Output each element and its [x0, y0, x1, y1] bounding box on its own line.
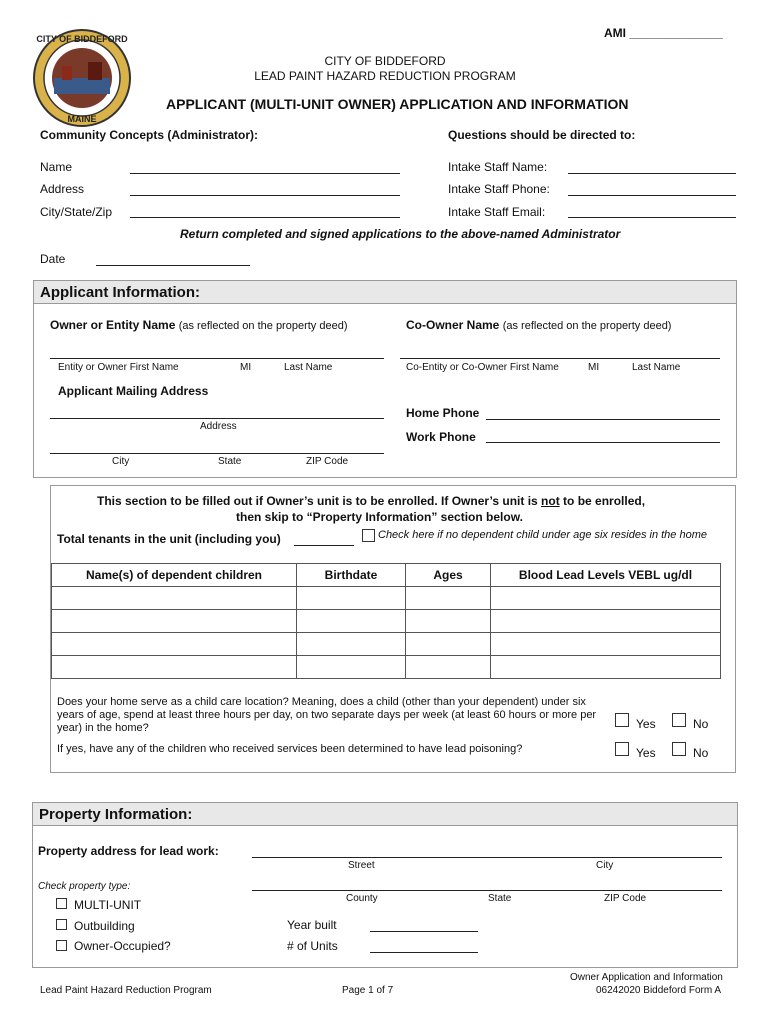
no-child-note: Check here if no dependent child under age six resides in the home: [378, 529, 707, 541]
year-built-label: Year built: [287, 918, 337, 932]
staff-phone-label: Intake Staff Phone:: [448, 182, 550, 196]
staff-email-label: Intake Staff Email:: [448, 205, 546, 219]
lead-poison-question: If yes, have any of the children who received services been determined to have lead poisoning?: [57, 743, 523, 755]
page-title: APPLICANT (MULTI-UNIT OWNER) APPLICATION AND INFORMATION: [166, 96, 629, 112]
property-county-label: County: [346, 893, 378, 904]
owner-occupied-label: Owner-Occupied?: [74, 939, 171, 953]
admin-address-label: Address: [40, 182, 85, 196]
svg-text:MAINE: MAINE: [67, 114, 97, 124]
coowner-mi-label: MI: [588, 362, 600, 373]
multi-unit-label: MULTI-UNIT: [74, 898, 142, 912]
poison-no-label: No: [693, 746, 709, 760]
poison-yes-label: Yes: [636, 746, 656, 760]
admin-address-field[interactable]: [130, 195, 400, 196]
owner-first-label: Entity or Owner First Name: [58, 362, 179, 373]
table-cell[interactable]: [52, 633, 297, 656]
property-section-title: Property Information:: [39, 806, 193, 823]
property-street-label: Street: [348, 860, 375, 871]
table-cell[interactable]: [297, 587, 406, 610]
col-header-names: Name(s) of dependent children: [52, 564, 297, 587]
questions-heading: Questions should be directed to:: [448, 128, 636, 142]
childcare-yes-label: Yes: [636, 717, 656, 731]
table-cell[interactable]: [491, 656, 721, 679]
owner-mi-label: MI: [240, 362, 252, 373]
poison-no-checkbox[interactable]: [672, 742, 686, 756]
home-phone-label: Home Phone: [406, 406, 480, 420]
poison-yes-checkbox[interactable]: [615, 742, 629, 756]
admin-heading: Community Concepts (Administrator):: [40, 128, 259, 142]
children-table: [51, 563, 721, 679]
table-cell[interactable]: [491, 633, 721, 656]
table-row: [52, 656, 721, 679]
mailing-csz-field[interactable]: [50, 453, 384, 454]
check-type-label: Check property type:: [38, 881, 131, 892]
table-cell[interactable]: [406, 587, 491, 610]
table-cell[interactable]: [297, 610, 406, 633]
table-cell[interactable]: [491, 587, 721, 610]
units-field[interactable]: [370, 952, 478, 953]
coowner-name-field[interactable]: [400, 358, 720, 359]
owner-name-field[interactable]: [50, 358, 384, 359]
property-address-label: Property address for lead work:: [38, 844, 219, 858]
date-label: Date: [40, 252, 66, 266]
coowner-first-label: Co-Entity or Co-Owner First Name: [406, 362, 559, 373]
table-cell[interactable]: [406, 633, 491, 656]
table-cell[interactable]: [52, 610, 297, 633]
return-note: Return completed and signed applications to the above-named Administrator: [180, 227, 621, 241]
tenants-label: Total tenants in the unit (including you): [57, 532, 281, 546]
applicant-section-title: Applicant Information:: [40, 284, 200, 301]
admin-name-label: Name: [40, 160, 73, 174]
col-header-blood-lead: Blood Lead Levels VEBL ug/dl: [491, 564, 721, 587]
applicant-section: [33, 280, 737, 478]
program-name: LEAD PAINT HAZARD REDUCTION PROGRAM: [254, 69, 516, 83]
property-street-city-field[interactable]: [252, 857, 722, 858]
coowner-name-heading: Co-Owner Name (as reflected on the property deed): [406, 318, 672, 332]
table-cell[interactable]: [406, 610, 491, 633]
col-header-ages: Ages: [406, 564, 491, 587]
date-field[interactable]: [96, 265, 250, 266]
applicant-section-header: [33, 280, 737, 304]
footer-doc-title: Owner Application and Information: [570, 972, 723, 983]
table-cell[interactable]: [491, 610, 721, 633]
mailing-zip-label: ZIP Code: [306, 456, 349, 467]
staff-name-field[interactable]: [568, 173, 736, 174]
property-county-state-zip-field[interactable]: [252, 890, 722, 891]
enroll-instruction-1: This section to be filled out if Owner’s unit is to be enrolled. If Owner’s unit is not to be enrolled,: [97, 494, 646, 508]
ami-field[interactable]: AMI ______________: [604, 26, 723, 40]
mailing-heading: Applicant Mailing Address: [58, 384, 209, 398]
childcare-yes-checkbox[interactable]: [615, 713, 629, 727]
units-label: # of Units: [287, 939, 338, 953]
footer-program: Lead Paint Hazard Reduction Program: [40, 985, 212, 996]
enroll-instruction-2: then skip to “Property Information” section below.: [236, 510, 523, 524]
admin-csz-label: City/State/Zip: [40, 205, 113, 219]
table-cell[interactable]: [297, 633, 406, 656]
table-row: [52, 633, 721, 656]
owner-name-heading: Owner or Entity Name (as reflected on the property deed): [50, 318, 348, 332]
work-phone-label: Work Phone: [406, 430, 476, 444]
mailing-city-label: City: [112, 456, 130, 467]
multi-unit-checkbox[interactable]: [56, 898, 67, 909]
year-built-field[interactable]: [370, 931, 478, 932]
property-zip-label: ZIP Code: [604, 893, 647, 904]
owner-last-label: Last Name: [284, 362, 333, 373]
work-phone-field[interactable]: [486, 442, 720, 443]
table-cell[interactable]: [52, 587, 297, 610]
city-name: CITY OF BIDDEFORD: [324, 54, 446, 68]
svg-text:CITY OF BIDDEFORD: CITY OF BIDDEFORD: [36, 34, 128, 44]
mailing-state-label: State: [218, 456, 242, 467]
footer-form-id: 06242020 Biddeford Form A: [596, 985, 722, 996]
footer-page-number: Page 1 of 7: [342, 985, 394, 996]
mailing-address-label: Address: [200, 421, 237, 432]
childcare-no-checkbox[interactable]: [672, 713, 686, 727]
staff-email-field[interactable]: [568, 217, 736, 218]
outbuilding-label: Outbuilding: [74, 919, 135, 933]
table-cell[interactable]: [406, 656, 491, 679]
property-section-header: [32, 802, 738, 826]
table-cell[interactable]: [297, 656, 406, 679]
home-phone-field[interactable]: [486, 419, 720, 420]
staff-phone-field[interactable]: [568, 195, 736, 196]
col-header-birthdate: Birthdate: [297, 564, 406, 587]
outbuilding-checkbox[interactable]: [56, 919, 67, 930]
table-cell[interactable]: [52, 656, 297, 679]
mailing-address-field[interactable]: [50, 418, 384, 419]
table-header-row: [52, 564, 721, 587]
childcare-question: Does your home serve as a child care location? Meaning, does a child (other than your dependent) under six years of age, spend at least three hours per day, on two separate days per week (at least 60 hours or more per year) in the home?: [57, 696, 597, 734]
admin-name-field[interactable]: [130, 173, 400, 174]
property-state-label: State: [488, 893, 512, 904]
owner-occupied-checkbox[interactable]: [56, 940, 67, 951]
no-child-checkbox[interactable]: [362, 529, 375, 542]
coowner-last-label: Last Name: [632, 362, 681, 373]
table-row: [52, 587, 721, 610]
admin-csz-field[interactable]: [130, 217, 400, 218]
table-row: [52, 610, 721, 633]
childcare-no-label: No: [693, 717, 709, 731]
staff-name-label: Intake Staff Name:: [448, 160, 548, 174]
property-city-label: City: [596, 860, 614, 871]
tenants-field[interactable]: [294, 545, 354, 546]
